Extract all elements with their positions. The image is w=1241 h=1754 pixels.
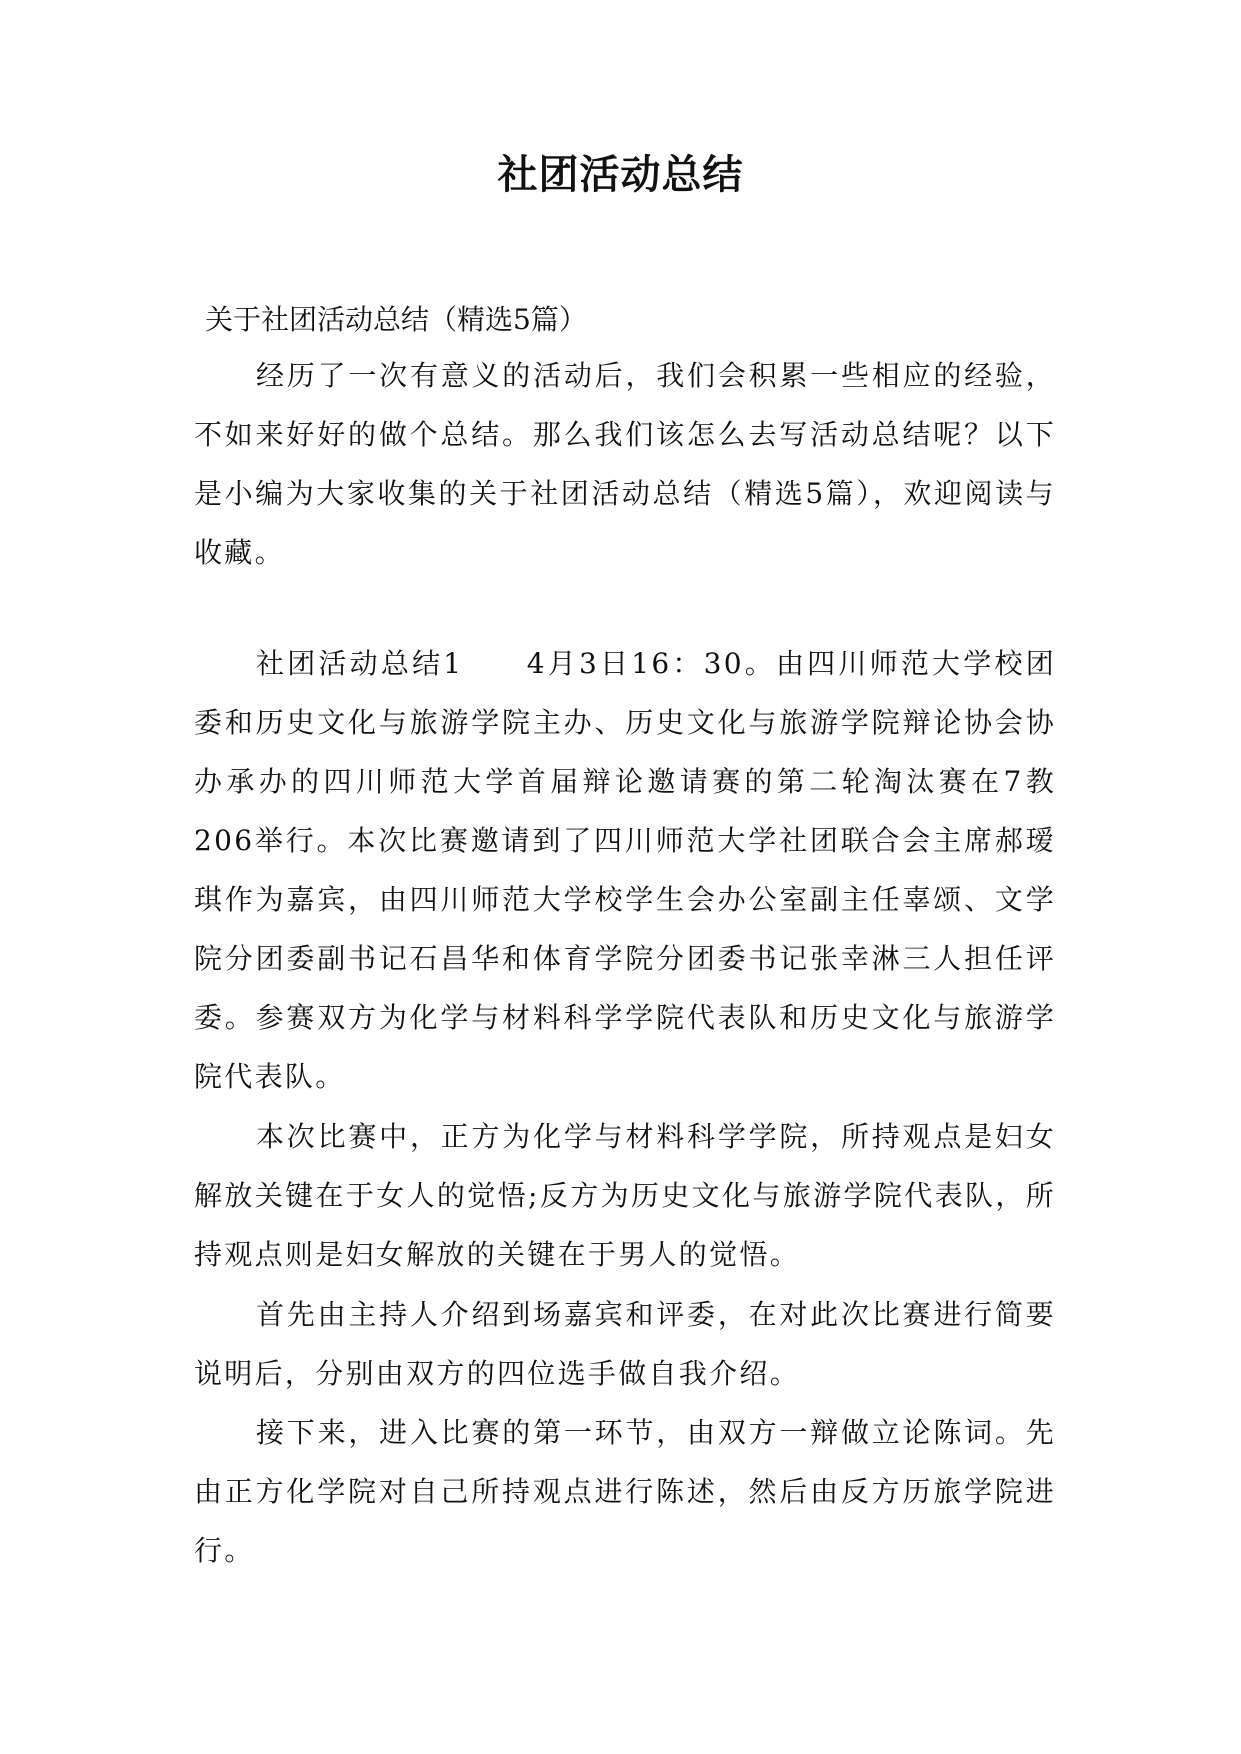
body-paragraph: 接下来，进入比赛的第一环节，由双方一辩做立论陈词。先由正方化学院对自己所持观点进行陈述，然后由反方历旅学院进行。 (194, 1416, 1056, 1567)
body-paragraph: 首先由主持人介绍到场嘉宾和评委，在对此次比赛进行简要说明后，分别由双方的四位选手做自我介绍。 (194, 1298, 1056, 1390)
body-paragraph: 社团活动总结1 4月3日16：30。由四川师范大学校团委和历史文化与旅游学院主办、历史文化与旅游学院辩论协会协办承办的四川师范大学首届辩论邀请赛的第二轮淘汰赛在7教206举行。本次比赛邀请到了四川师范大学社团联合会主席郝瑷琪作为嘉宾，由四川师范大学校学生会办公室副主任辜颂、文学院分团委副书记石昌华和体育学院分团委书记张幸淋三人担任评委。参赛双方为化学与材料科学学院代表队和历史文化与旅游学院代表队。 (194, 647, 1056, 1093)
document-title: 社团活动总结 (497, 151, 744, 198)
intro-paragraph: 经历了一次有意义的活动后，我们会积累一些相应的经验，不如来好好的做个总结。那么我们该怎么去写活动总结呢？以下是小编为大家收集的关于社团活动总结（精选5篇），欢迎阅读与收藏。 (194, 359, 1056, 569)
body-paragraph: 本次比赛中，正方为化学与材料科学学院，所持观点是妇女解放关键在于女人的觉悟;反方为历史文化与旅游学院代表队，所持观点则是妇女解放的关键在于男人的觉悟。 (194, 1120, 1056, 1271)
document-subtitle: 关于社团活动总结（精选5篇） (205, 303, 587, 336)
